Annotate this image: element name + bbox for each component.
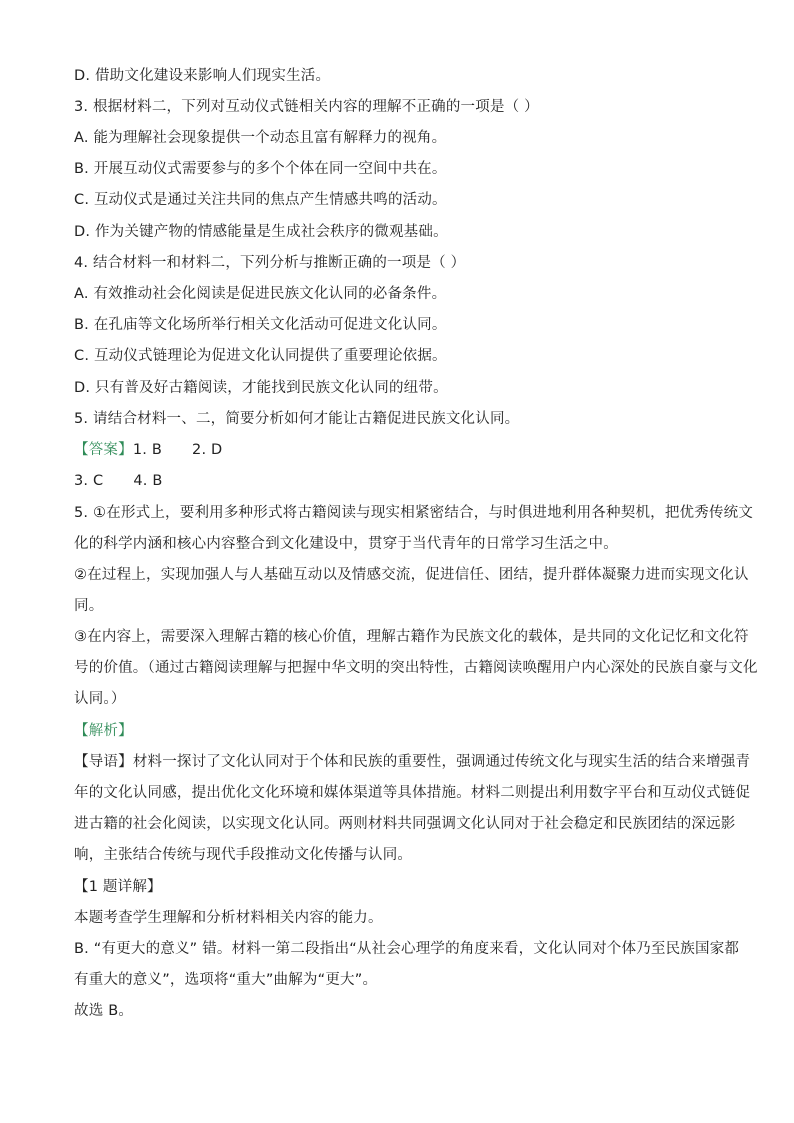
detail-header: 【1 题详解】 [74,879,162,895]
guide-line-1 [74,752,751,772]
q3-stem: 3. 根据材料二，下列对互动仪式链相关内容的理解不正确的一项是（ ） [74,99,539,115]
q4-option-b: B. 在孔庙等文化场所举行相关文化活动可促进文化认同。 [74,317,447,333]
q3-option-a: A. 能为理解社会现象提供一个动态且富有解释力的视角。 [74,130,447,146]
detail-line-3: 有重大的意义”，选项将“重大”曲解为“更大”。 [74,972,378,988]
detail-line-2: B. “有更大的意义” 错。材料一第二段指出“从社会心理学的角度来看，文化认同对个体乃至民族国家都 [74,941,740,957]
guide-line-2: 年的文化认同感，提出优化文化环境和媒体渠道等具体措施。材料二则提出利用数字平台和互动仪式链促 [74,785,751,801]
q4-option-c: C. 互动仪式链理论为促进文化认同提供了重要理论依据。 [74,348,447,364]
q4-option-a: A. 有效推动社会化阅读是促进民族文化认同的必备条件。 [74,286,447,302]
answer-1: 1. B [132,442,163,458]
guide-line-4: 响，主张结合传统与现代手段推动文化传播与认同。 [74,847,413,863]
q3-option-b: B. 开展互动仪式需要参与的多个个体在同一空间中共在。 [74,161,447,177]
guide-tag: 【导语】 [74,754,133,770]
answer5-point2-line1: ②在过程上，实现加强人与人基础互动以及情感交流，促进信任、团结，提升群体凝聚力进而实现文化认 [74,567,749,583]
guide-line-3: 进古籍的社会化阅读，以实现文化认同。两则材料共同强调文化认同对于社会稳定和民族团结的深远影 [74,816,736,832]
answer-2: 2. D [192,442,223,458]
answer5-point3-line1: ③在内容上，需要深入理解古籍的核心价值，理解古籍作为民族文化的载体，是共同的文化记忆和文化符 [74,629,749,645]
answer5-point3-line3: 认同。） [74,691,126,707]
answer-row-1 [74,440,724,460]
answer5-point2-line2: 同。 [74,598,104,614]
answer-row-2 [74,471,724,491]
answer-4: 4. B [133,473,163,489]
answer5-point1-line1: 5. ①在形式上，要利用多种形式将古籍阅读与现实相紧密结合，与时俱进地利用各种契机，把优秀传统文 [74,505,754,521]
analysis-tag: 【解析】 [74,723,133,739]
guide-text-1: 材料一探讨了文化认同对于个体和民族的重要性，强调通过传统文化与现实生活的结合来增强青 [132,754,751,770]
answer5-point1-line2: 化的科学内涵和核心内容整合到文化建设中，贯穿于当代青年的日常学习生活之中。 [74,536,618,552]
answer-3: 3. C [74,473,104,489]
detail-line-1: 本题考查学生理解和分析材料相关内容的能力。 [74,910,383,926]
q4-stem: 4. 结合材料一和材料二，下列分析与推断正确的一项是（ ） [74,255,466,271]
q3-option-c: C. 互动仪式是通过关注共同的焦点产生情感共鸣的活动。 [74,192,447,208]
answer5-point3-line2: 号的价值。（通过古籍阅读理解与把握中华文明的突出特性，古籍阅读唤醒用户内心深处的民族自豪与文化 [74,660,758,676]
answer-tag: 【答案】 [74,442,133,458]
q4-option-d: D. 只有普及好古籍阅读，才能找到民族文化认同的纽带。 [74,380,448,396]
q2-option-d: D. 借助文化建设来影响人们现实生活。 [74,68,331,84]
detail-line-4: 故选 B。 [74,1003,134,1019]
q3-option-d: D. 作为关键产物的情感能量是生成社会秩序的微观基础。 [74,224,448,240]
q5-stem: 5. 请结合材料一、二，简要分析如何才能让古籍促进民族文化认同。 [74,411,520,427]
